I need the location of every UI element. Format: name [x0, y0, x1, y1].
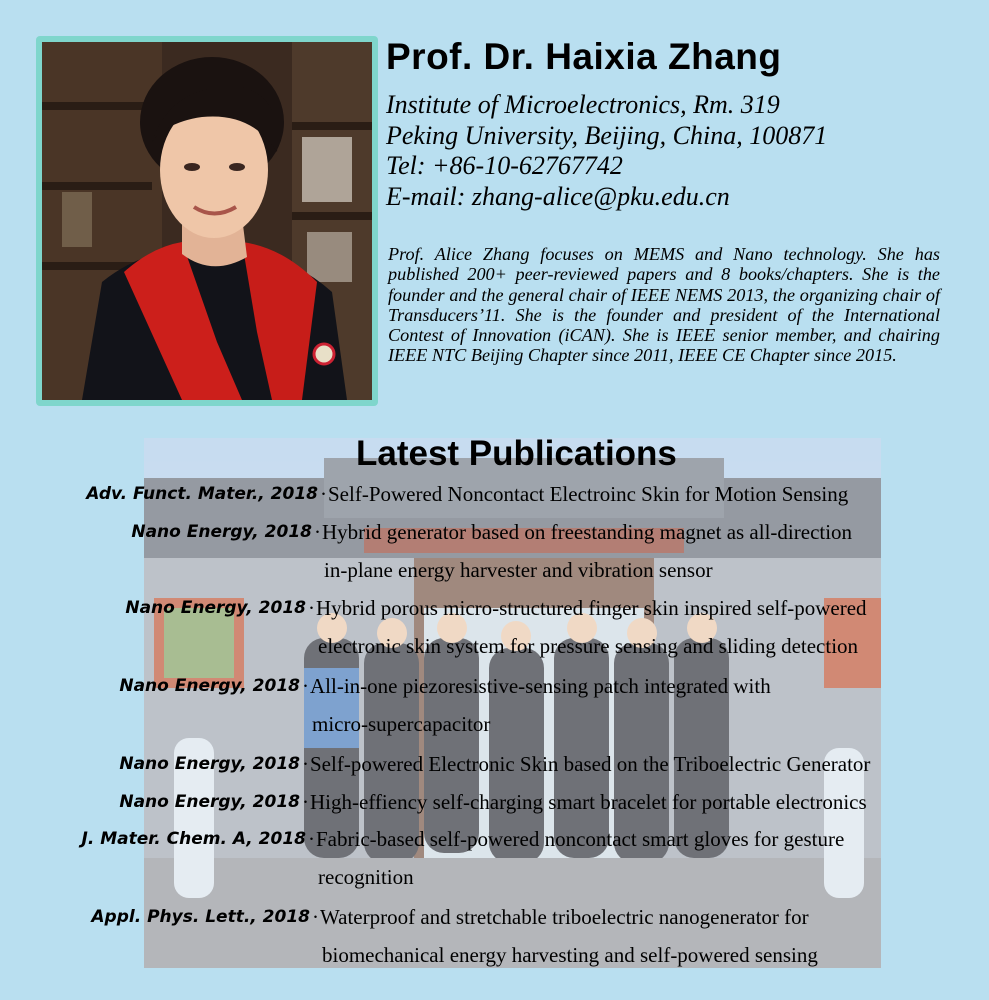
publication-separator: ·	[312, 905, 319, 929]
biography: Prof. Alice Zhang focuses on MEMS and Nano technology. She has published 200+ peer-reviewed papers and 8 books/chapters. She is the founder and the general chair of IEEE NEMS 2013, the organizing chair of Transducers’11. She is the founder and president of the International Contest of Innovation (iCAN). She is IEEE senior member, and chairing IEEE NTC Beijing Chapter since 2011, IEEE CE Chapter since 2015.	[388, 244, 940, 366]
publication-title-continued: micro-supercapacitor	[312, 712, 491, 736]
publication-title: Fabric-based self-powered noncontact smart gloves for gesture	[316, 827, 845, 851]
publication-journal: Nano Energy, 2018	[119, 676, 300, 696]
publication-separator: ·	[308, 827, 315, 851]
publication-title: All-in-one piezoresistive-sensing patch integrated with	[310, 674, 771, 698]
publication-journal: Nano Energy, 2018	[125, 598, 306, 618]
publication-title: Self-Powered Noncontact Electroinc Skin for Motion Sensing	[328, 482, 849, 506]
profile-name: Prof. Dr. Haixia Zhang	[386, 36, 782, 77]
publication-journal: Nano Energy, 2018	[119, 754, 300, 774]
publication-title-continued: recognition	[318, 865, 414, 889]
address-line-2: Peking University, Beijing, China, 100871	[386, 120, 828, 150]
publication-separator: ·	[302, 674, 309, 698]
publication-journal: Nano Energy, 2018	[131, 522, 312, 542]
publication-journal: Appl. Phys. Lett., 2018	[91, 907, 310, 927]
publication-separator: ·	[302, 790, 309, 814]
email: E-mail: zhang-alice@pku.edu.cn	[386, 181, 730, 211]
address-line-1: Institute of Microelectronics, Rm. 319	[386, 90, 780, 119]
publication-title: Hybrid generator based on freestanding magnet as all-direction	[322, 520, 853, 544]
publication-title-continued: biomechanical energy harvesting and self-powered sensing	[322, 943, 818, 967]
publication-title: High-effiency self-charging smart bracelet for portable electronics	[310, 790, 867, 814]
publication-title-continued: in-plane energy harvester and vibration sensor	[324, 558, 713, 582]
portrait-photo	[42, 42, 372, 400]
publications-heading: Latest Publications	[356, 434, 677, 473]
publication-separator: ·	[302, 752, 309, 776]
group-photo	[144, 438, 881, 968]
telephone: Tel: +86-10-62767742	[386, 151, 623, 180]
publication-title: Waterproof and stretchable triboelectric nanogenerator for	[320, 905, 809, 929]
publication-journal: J. Mater. Chem. A, 2018	[81, 829, 306, 849]
publication-title: Hybrid porous micro-structured finger skin inspired self-powered	[316, 596, 867, 620]
publication-title: Self-powered Electronic Skin based on the Triboelectric Generator	[310, 752, 871, 776]
publication-title-continued: electronic skin system for pressure sensing and sliding detection	[318, 634, 859, 658]
publication-separator: ·	[314, 520, 321, 544]
publication-journal: Nano Energy, 2018	[119, 792, 300, 812]
publication-separator: ·	[308, 596, 315, 620]
publication-journal: Adv. Funct. Mater., 2018	[86, 484, 318, 504]
contact-info	[386, 90, 827, 212]
publication-separator: ·	[320, 482, 327, 506]
